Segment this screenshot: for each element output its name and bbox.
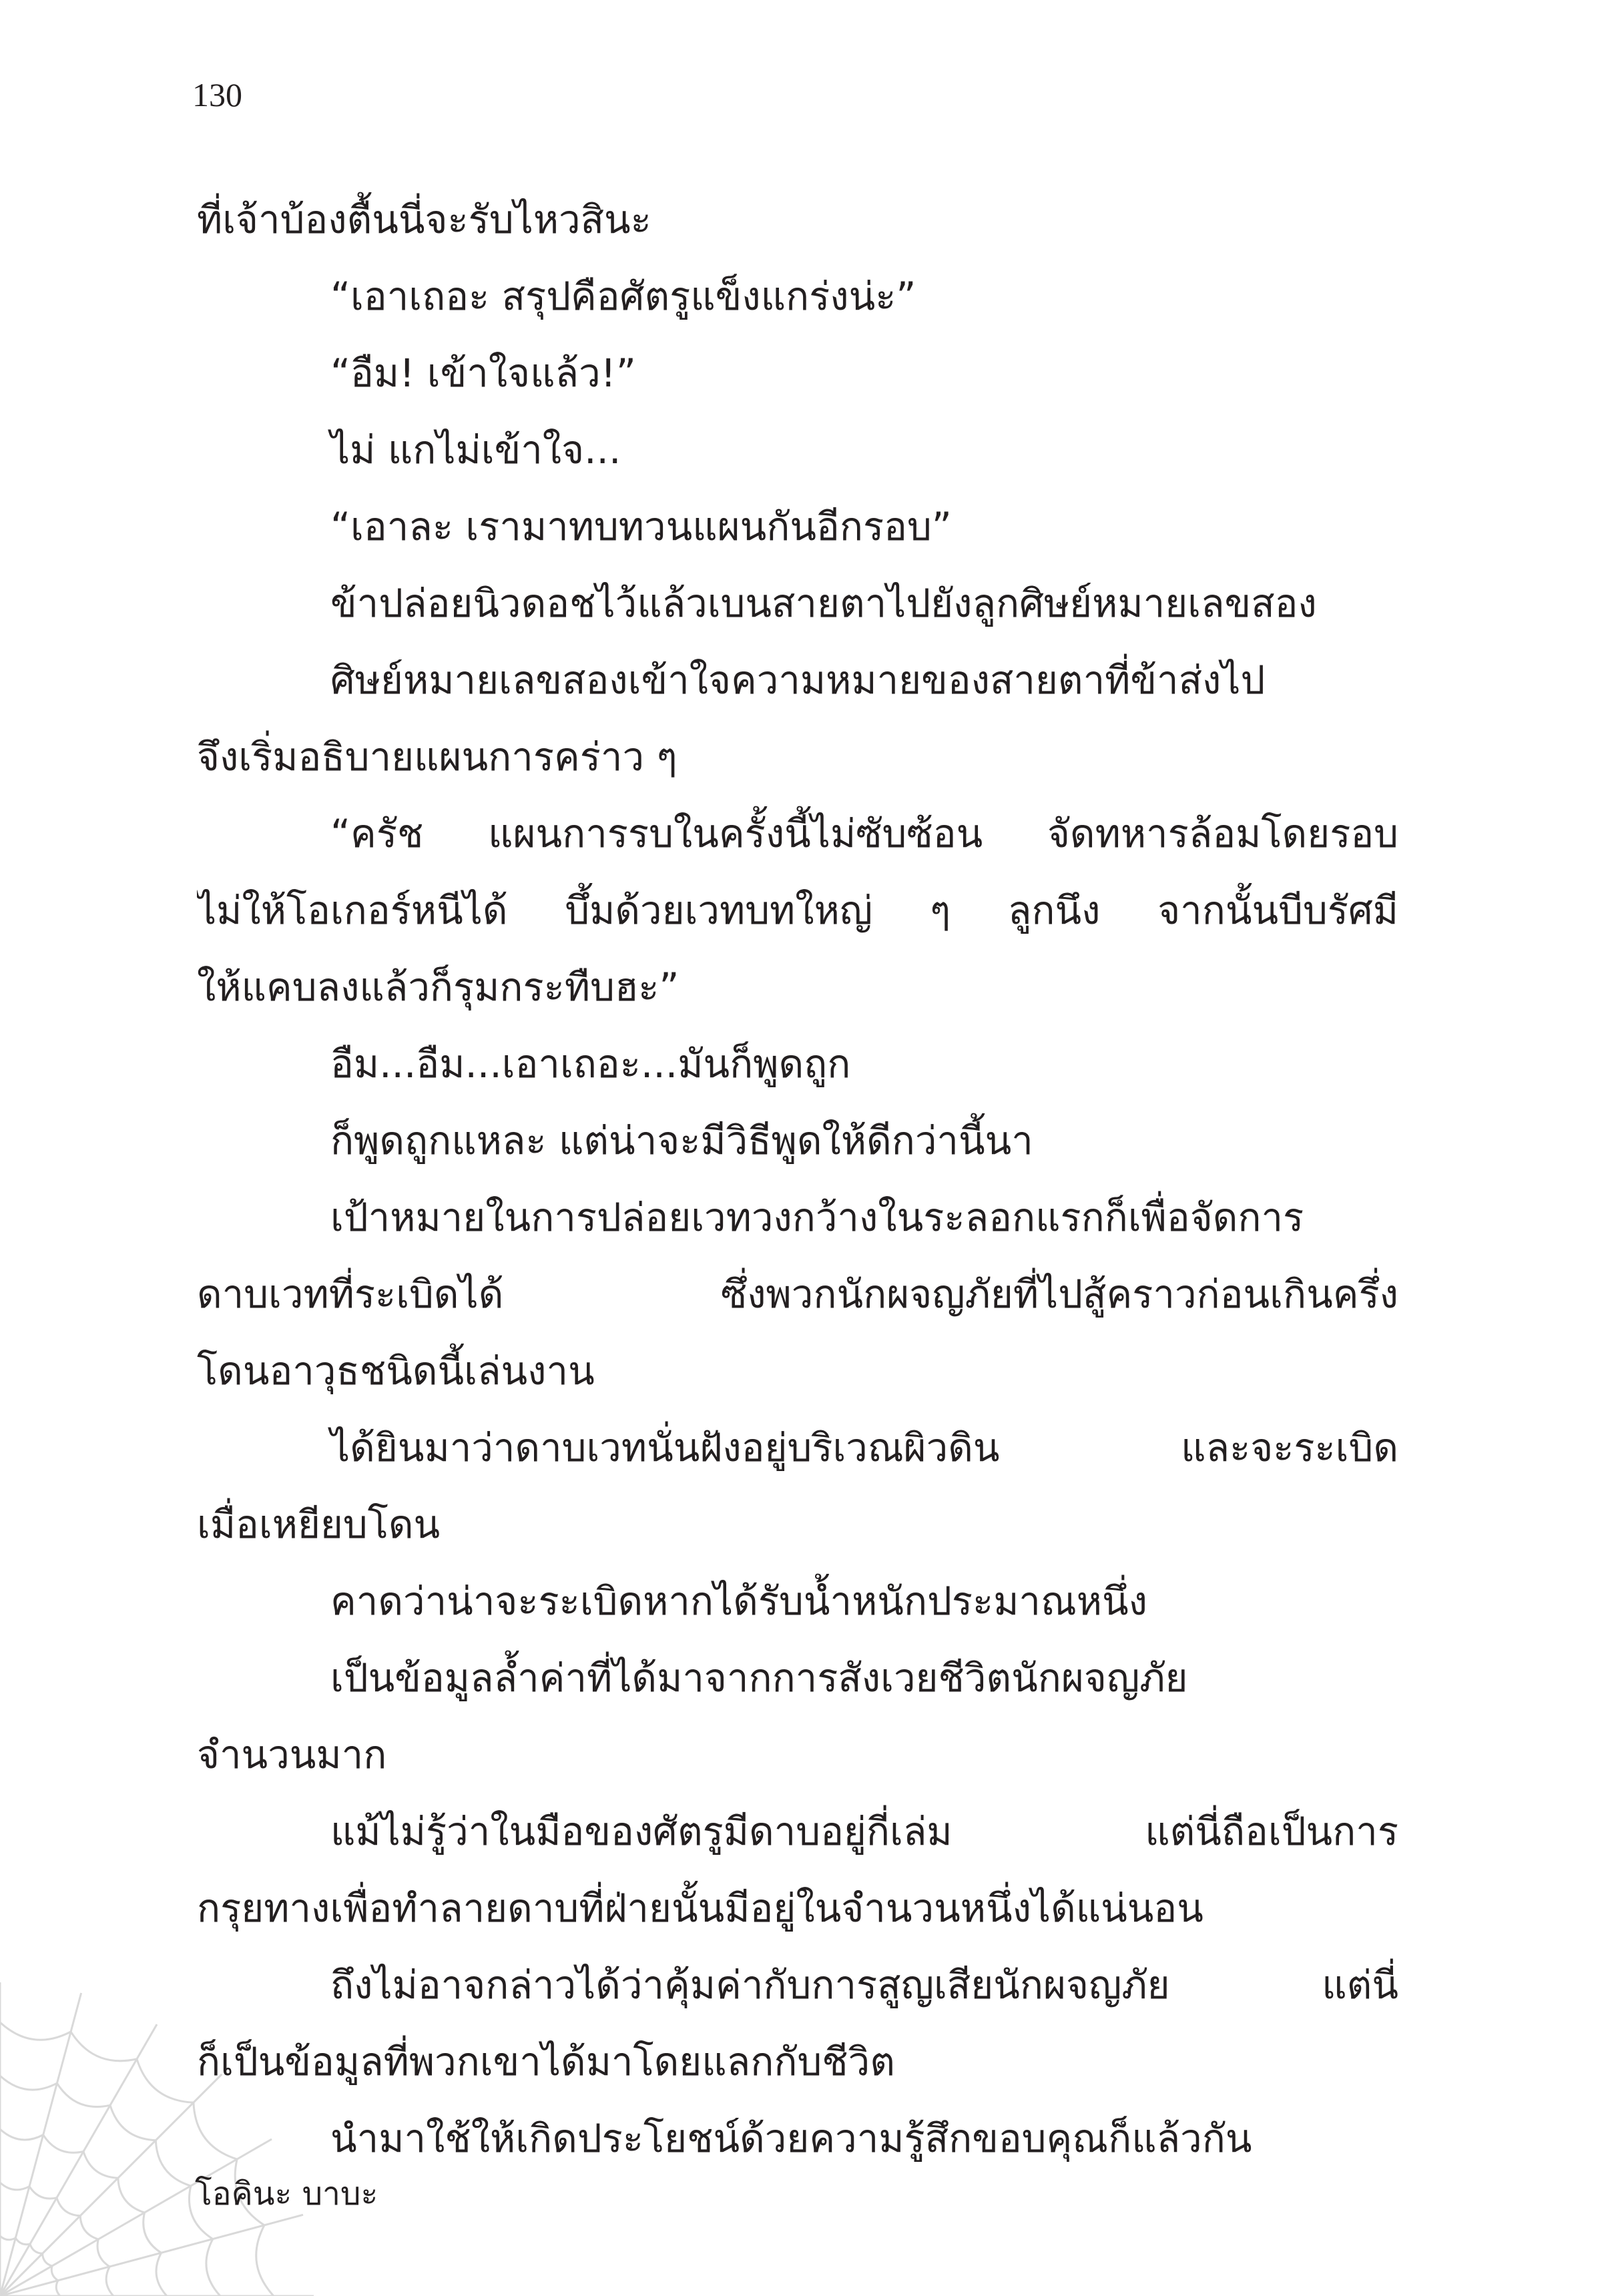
spider-web-icon xyxy=(0,1949,347,2296)
text-line: “อืม! เข้าใจแล้ว!” xyxy=(330,350,636,396)
text-line: ข้าปล่อยนิวดอชไว้แล้วเบนสายตาไปยังลูกศิษย์หมายเลขสอง xyxy=(330,581,1317,626)
text-line: ดาบเวทที่ระเบิดได้ ซึ่งพวกนักผจญภัยที่ไปสู้คราวก่อนเกินครึ่ง xyxy=(197,1271,1398,1317)
page-number: 130 xyxy=(192,76,242,113)
text-line: ไม่ให้โอเกอร์หนีได้ บึ้มด้วยเวทบทใหญ่ ๆ ลูกนึง จากนั้นบีบรัศมี xyxy=(197,888,1398,933)
text-line: โดนอาวุธชนิดนี้เล่นงาน xyxy=(197,1348,595,1394)
footer-title: โอคินะ บาบะ xyxy=(195,2175,378,2213)
text-line: จึงเริ่มอธิบายแผนการคร่าว ๆ xyxy=(197,734,678,780)
text-line: เป็นข้อมูลล้ำค่าที่ได้มาจากการสังเวยชีวิตนักผจญภัย xyxy=(330,1655,1188,1701)
text-line: กรุยทางเพื่อทำลายดาบที่ฝ่ายนั้นมีอยู่ในจำนวนหนึ่งได้แน่นอน xyxy=(197,1886,1203,1931)
text-line: เป้าหมายในการปล่อยเวทวงกว้างในระลอกแรกก็เพื่อจัดการ xyxy=(330,1195,1304,1240)
text-line: ให้แคบลงแล้วก็รุมกระทืบฮะ” xyxy=(197,964,680,1010)
text-line: จำนวนมาก xyxy=(197,1732,387,1777)
text-line: ก็เป็นข้อมูลที่พวกเขาได้มาโดยแลกกับชีวิต xyxy=(197,2039,895,2084)
text-line: ศิษย์หมายเลขสองเข้าใจความหมายของสายตาที่ข้าส่งไป xyxy=(330,657,1266,703)
text-line: ได้ยินมาว่าดาบเวทนั่นฝังอยู่บริเวณผิวดิน และจะระเบิด xyxy=(330,1425,1398,1470)
text-line: “เอาเถอะ สรุปคือศัตรูแข็งแกร่งน่ะ” xyxy=(330,274,916,319)
text-line: นำมาใช้ให้เกิดประโยชน์ด้วยความรู้สึกขอบคุณก็แล้วกัน xyxy=(330,2116,1252,2161)
text-line: “เอาละ เรามาทบทวนแผนกันอีกรอบ” xyxy=(330,504,952,549)
text-line: ไม่ แกไม่เข้าใจ... xyxy=(330,427,621,473)
text-line: ถึงไม่อาจกล่าวได้ว่าคุ้มค่ากับการสูญเสียนักผจญภัย แต่นี่ xyxy=(330,1962,1398,2008)
text-line: คาดว่าน่าจะระเบิดหากได้รับน้ำหนักประมาณหนึ่ง xyxy=(330,1579,1148,1624)
text-line: แม้ไม่รู้ว่าในมือของศัตรูมีดาบอยู่กี่เล่ม แต่นี่ถือเป็นการ xyxy=(330,1809,1398,1854)
body-text xyxy=(197,182,1398,2177)
text-line: เมื่อเหยียบโดน xyxy=(197,1502,441,1547)
text-line: “ครัช แผนการรบในครั้งนี้ไม่ซับซ้อน จัดทหารล้อมโดยรอบ xyxy=(330,811,1398,856)
text-line: ที่เจ้าบ้องตื้นนี่จะรับไหวสินะ xyxy=(197,197,651,242)
text-line: อืม...อืม...เอาเถอะ...มันก็พูดถูก xyxy=(330,1041,851,1087)
text-line: ก็พูดถูกแหละ แต่น่าจะมีวิธีพูดให้ดีกว่านี้นา xyxy=(330,1118,1033,1163)
